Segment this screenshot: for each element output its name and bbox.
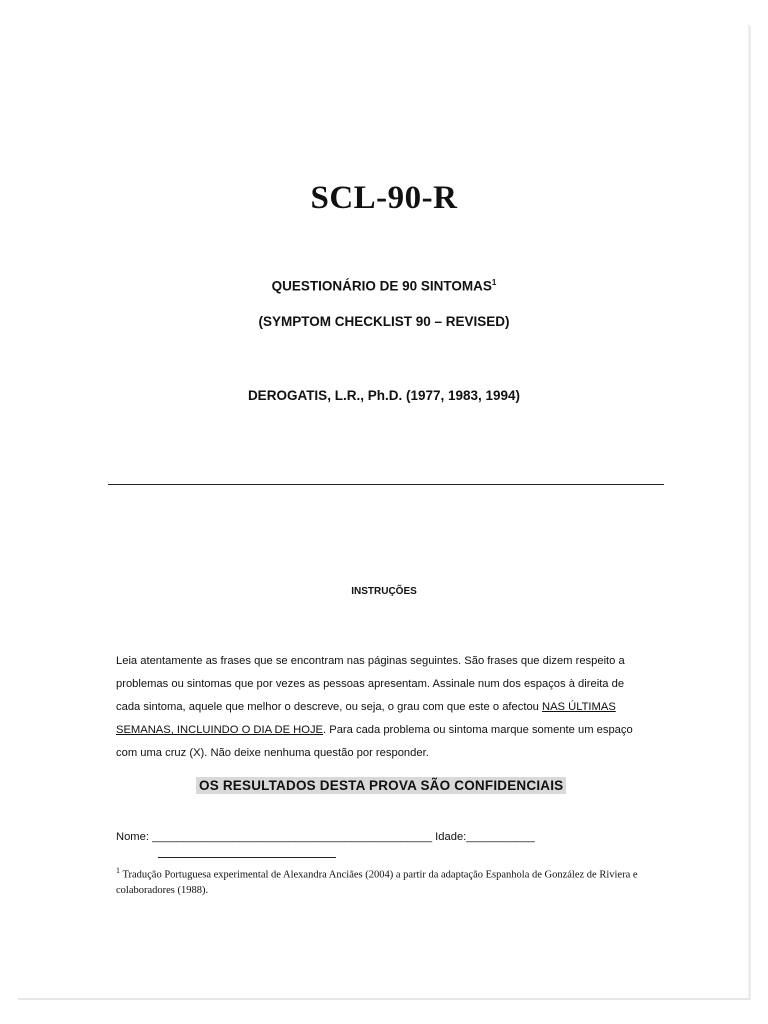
footnote-reference[interactable]: 1 — [491, 278, 497, 287]
author-citation: DEROGATIS, L.R., Ph.D. (1977, 1983, 1994) — [247, 388, 521, 403]
footnote-mark: 1 — [116, 866, 120, 875]
questionnaire-subtitle — [0, 278, 768, 294]
footnote-separator — [158, 857, 336, 858]
footnote-text: Tradução Portuguesa experimental de Alexandra Anciães (2004) a partir da adaptação Espanhola de González de Riviera e colaboradores (1988). — [116, 869, 638, 896]
subtitle-text: QUESTIONÁRIO DE 90 SINTOMAS — [271, 278, 492, 294]
instructions-heading: INSTRUÇÕES — [351, 586, 417, 597]
name-field[interactable]: _____________________________________________ — [152, 831, 433, 843]
instructions-paragraph — [116, 650, 674, 765]
instructions-text: . Para cada problema ou sintoma marque somente um espaço — [323, 724, 633, 736]
respondent-form — [116, 831, 535, 843]
emphasis-underlined: SEMANAS, INCLUINDO O DIA DE HOJE — [116, 724, 324, 736]
confidentiality-notice: OS RESULTADOS DESTA PROVA SÃO CONFIDENCIAIS — [196, 777, 566, 794]
instructions-line — [116, 719, 674, 742]
age-field[interactable]: ___________ — [466, 831, 535, 843]
instructions-line: problemas ou sintomas que por vezes as pessoas apresentam. Assinale num dos espaços à direita de — [116, 678, 625, 690]
instructions-text: cada sintoma, aquele que melhor o descreve, ou seja, o grau com que este o afectou — [116, 701, 543, 713]
emphasis-underlined: NAS ÚLTIMAS — [542, 701, 616, 713]
age-label: Idade: — [435, 831, 467, 843]
instructions-line — [116, 696, 674, 719]
english-subtitle: (SYMPTOM CHECKLIST 90 – REVISED) — [258, 314, 510, 329]
document-page — [18, 24, 749, 998]
name-label: Nome: — [116, 831, 149, 843]
title-divider — [108, 484, 664, 485]
page-bottom-edge — [18, 998, 750, 1000]
instructions-line: com uma cruz (X). Não deixe nenhuma questão por responder. — [116, 747, 429, 759]
document-title: SCL-90-R — [310, 180, 458, 216]
instructions-line: Leia atentamente as frases que se encontram nas páginas seguintes. São frases que dizem respeito a — [116, 655, 625, 667]
footnote — [116, 863, 678, 898]
